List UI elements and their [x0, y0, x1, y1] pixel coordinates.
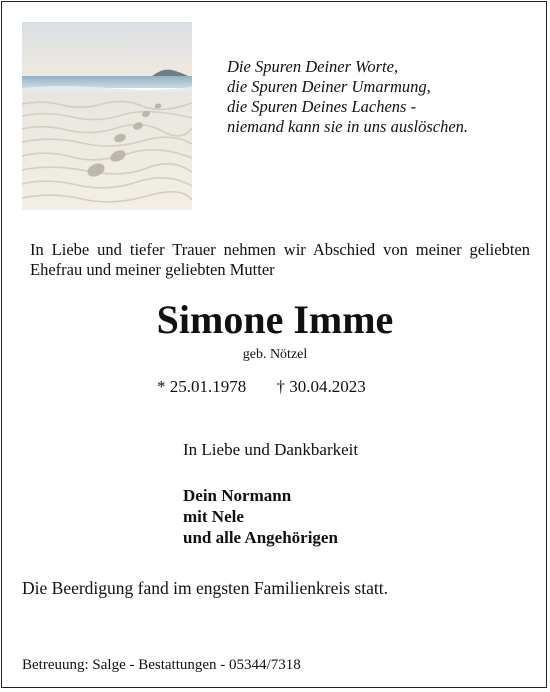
intro-text: In Liebe und tiefer Trauer nehmen wir Abschied von meiner geliebten Ehefrau und meiner geliebten Mutter	[30, 240, 530, 279]
poem-line: Die Spuren Deiner Worte,	[227, 57, 399, 76]
birth-date: * 25.01.1978	[157, 377, 247, 396]
poem-line: niemand kann sie in uns auslöschen.	[227, 117, 469, 136]
obituary-card	[1, 1, 547, 688]
closing-text: In Liebe und Dankbarkeit	[183, 440, 359, 459]
maiden-name: geb. Nötzel	[242, 347, 308, 362]
death-date: † 30.04.2023	[276, 377, 366, 396]
signer: Dein Normann	[183, 486, 292, 505]
deceased-name: Simone Imme	[156, 297, 394, 342]
beach-footprints-image	[22, 22, 192, 210]
signers	[183, 485, 338, 548]
poem-line: die Spuren Deines Lachens -	[227, 97, 417, 116]
signer: mit Nele	[183, 507, 244, 526]
funeral-home-footer: Betreuung: Salge - Bestattungen - 05344/7318	[22, 657, 301, 673]
burial-note: Die Beerdigung fand im engsten Familienkreis statt.	[22, 578, 388, 598]
signer: und alle Angehörigen	[183, 528, 338, 547]
life-dates	[157, 377, 477, 397]
poem-line: die Spuren Deiner Umarmung,	[227, 77, 431, 96]
poem	[227, 57, 537, 137]
